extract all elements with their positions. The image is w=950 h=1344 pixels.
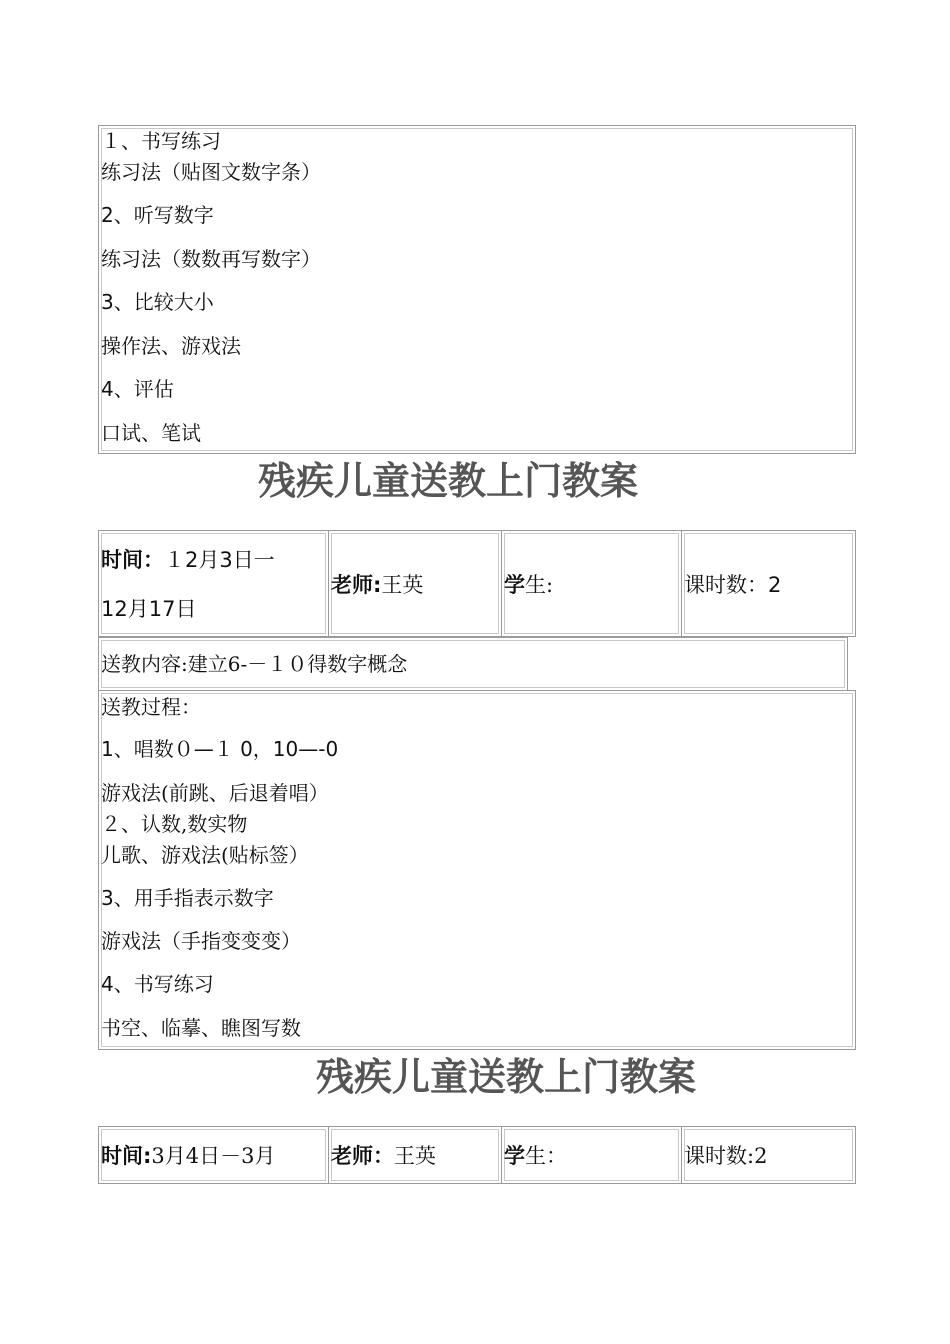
- student-label: 学: [504, 573, 525, 597]
- teacher-value: 王英: [381, 573, 424, 597]
- hours-field: [684, 1143, 767, 1169]
- content-value: 建立6-－１０得数字概念: [187, 652, 408, 676]
- student-field: [504, 1143, 567, 1169]
- student-value: 生:: [525, 573, 554, 597]
- list-item: 口试、笔试: [101, 421, 201, 445]
- time-field: [101, 547, 275, 573]
- process-line: 儿歌、游戏法(贴标签）: [101, 843, 309, 867]
- process-line: ２、认数,数实物: [101, 812, 248, 836]
- process-line: 游戏法(前跳、后退着唱）: [101, 781, 329, 805]
- time-value-cont: 12月17日: [101, 597, 197, 621]
- teacher-label: 老师:: [331, 573, 382, 597]
- list-item: １、书写练习: [101, 129, 221, 153]
- student-value: 生：: [525, 1144, 567, 1168]
- content-field: [101, 651, 407, 677]
- list-item: 2、听写数字: [101, 203, 214, 227]
- list-item: 操作法、游戏法: [101, 334, 241, 358]
- hours-value: 2: [754, 1144, 768, 1168]
- process-line: 书空、临摹、瞧图写数: [101, 1016, 301, 1040]
- list-item: 练习法（贴图文数字条）: [101, 160, 321, 184]
- process-line: 4、书写练习: [101, 972, 214, 996]
- process-line: 游戏法（手指变变变）: [101, 929, 301, 953]
- teacher-field: [331, 572, 423, 598]
- teacher-field: [331, 1143, 436, 1169]
- hours-value: 2: [768, 573, 782, 597]
- page-title: 残疾儿童送教上门教案: [258, 459, 639, 503]
- time-label: 时间:: [101, 1144, 152, 1168]
- list-item: 3、比较大小: [101, 290, 214, 314]
- content-label: 送教内容:: [101, 652, 188, 676]
- process-heading: 送教过程：: [101, 695, 201, 719]
- teacher-value: 王英: [394, 1144, 436, 1168]
- process-line: 1、唱数０—１ 0，10—-0: [101, 737, 339, 761]
- hours-label: 课时数：: [684, 573, 768, 597]
- time-value: 3月4日－3月: [151, 1144, 276, 1168]
- page-title: 残疾儿童送教上门教案: [316, 1055, 697, 1099]
- student-field: [504, 572, 553, 598]
- list-item: 练习法（数数再写数字）: [101, 247, 321, 271]
- time-value: １2月3日一: [164, 548, 275, 572]
- teacher-label: 老师：: [331, 1144, 394, 1168]
- hours-field: [684, 572, 781, 598]
- time-label: 时间：: [101, 548, 164, 572]
- hours-label: 课时数:: [684, 1144, 755, 1168]
- student-label: 学: [504, 1144, 525, 1168]
- time-field: [101, 1143, 276, 1169]
- process-line: 3、用手指表示数字: [101, 886, 274, 910]
- list-item: 4、评估: [101, 377, 174, 401]
